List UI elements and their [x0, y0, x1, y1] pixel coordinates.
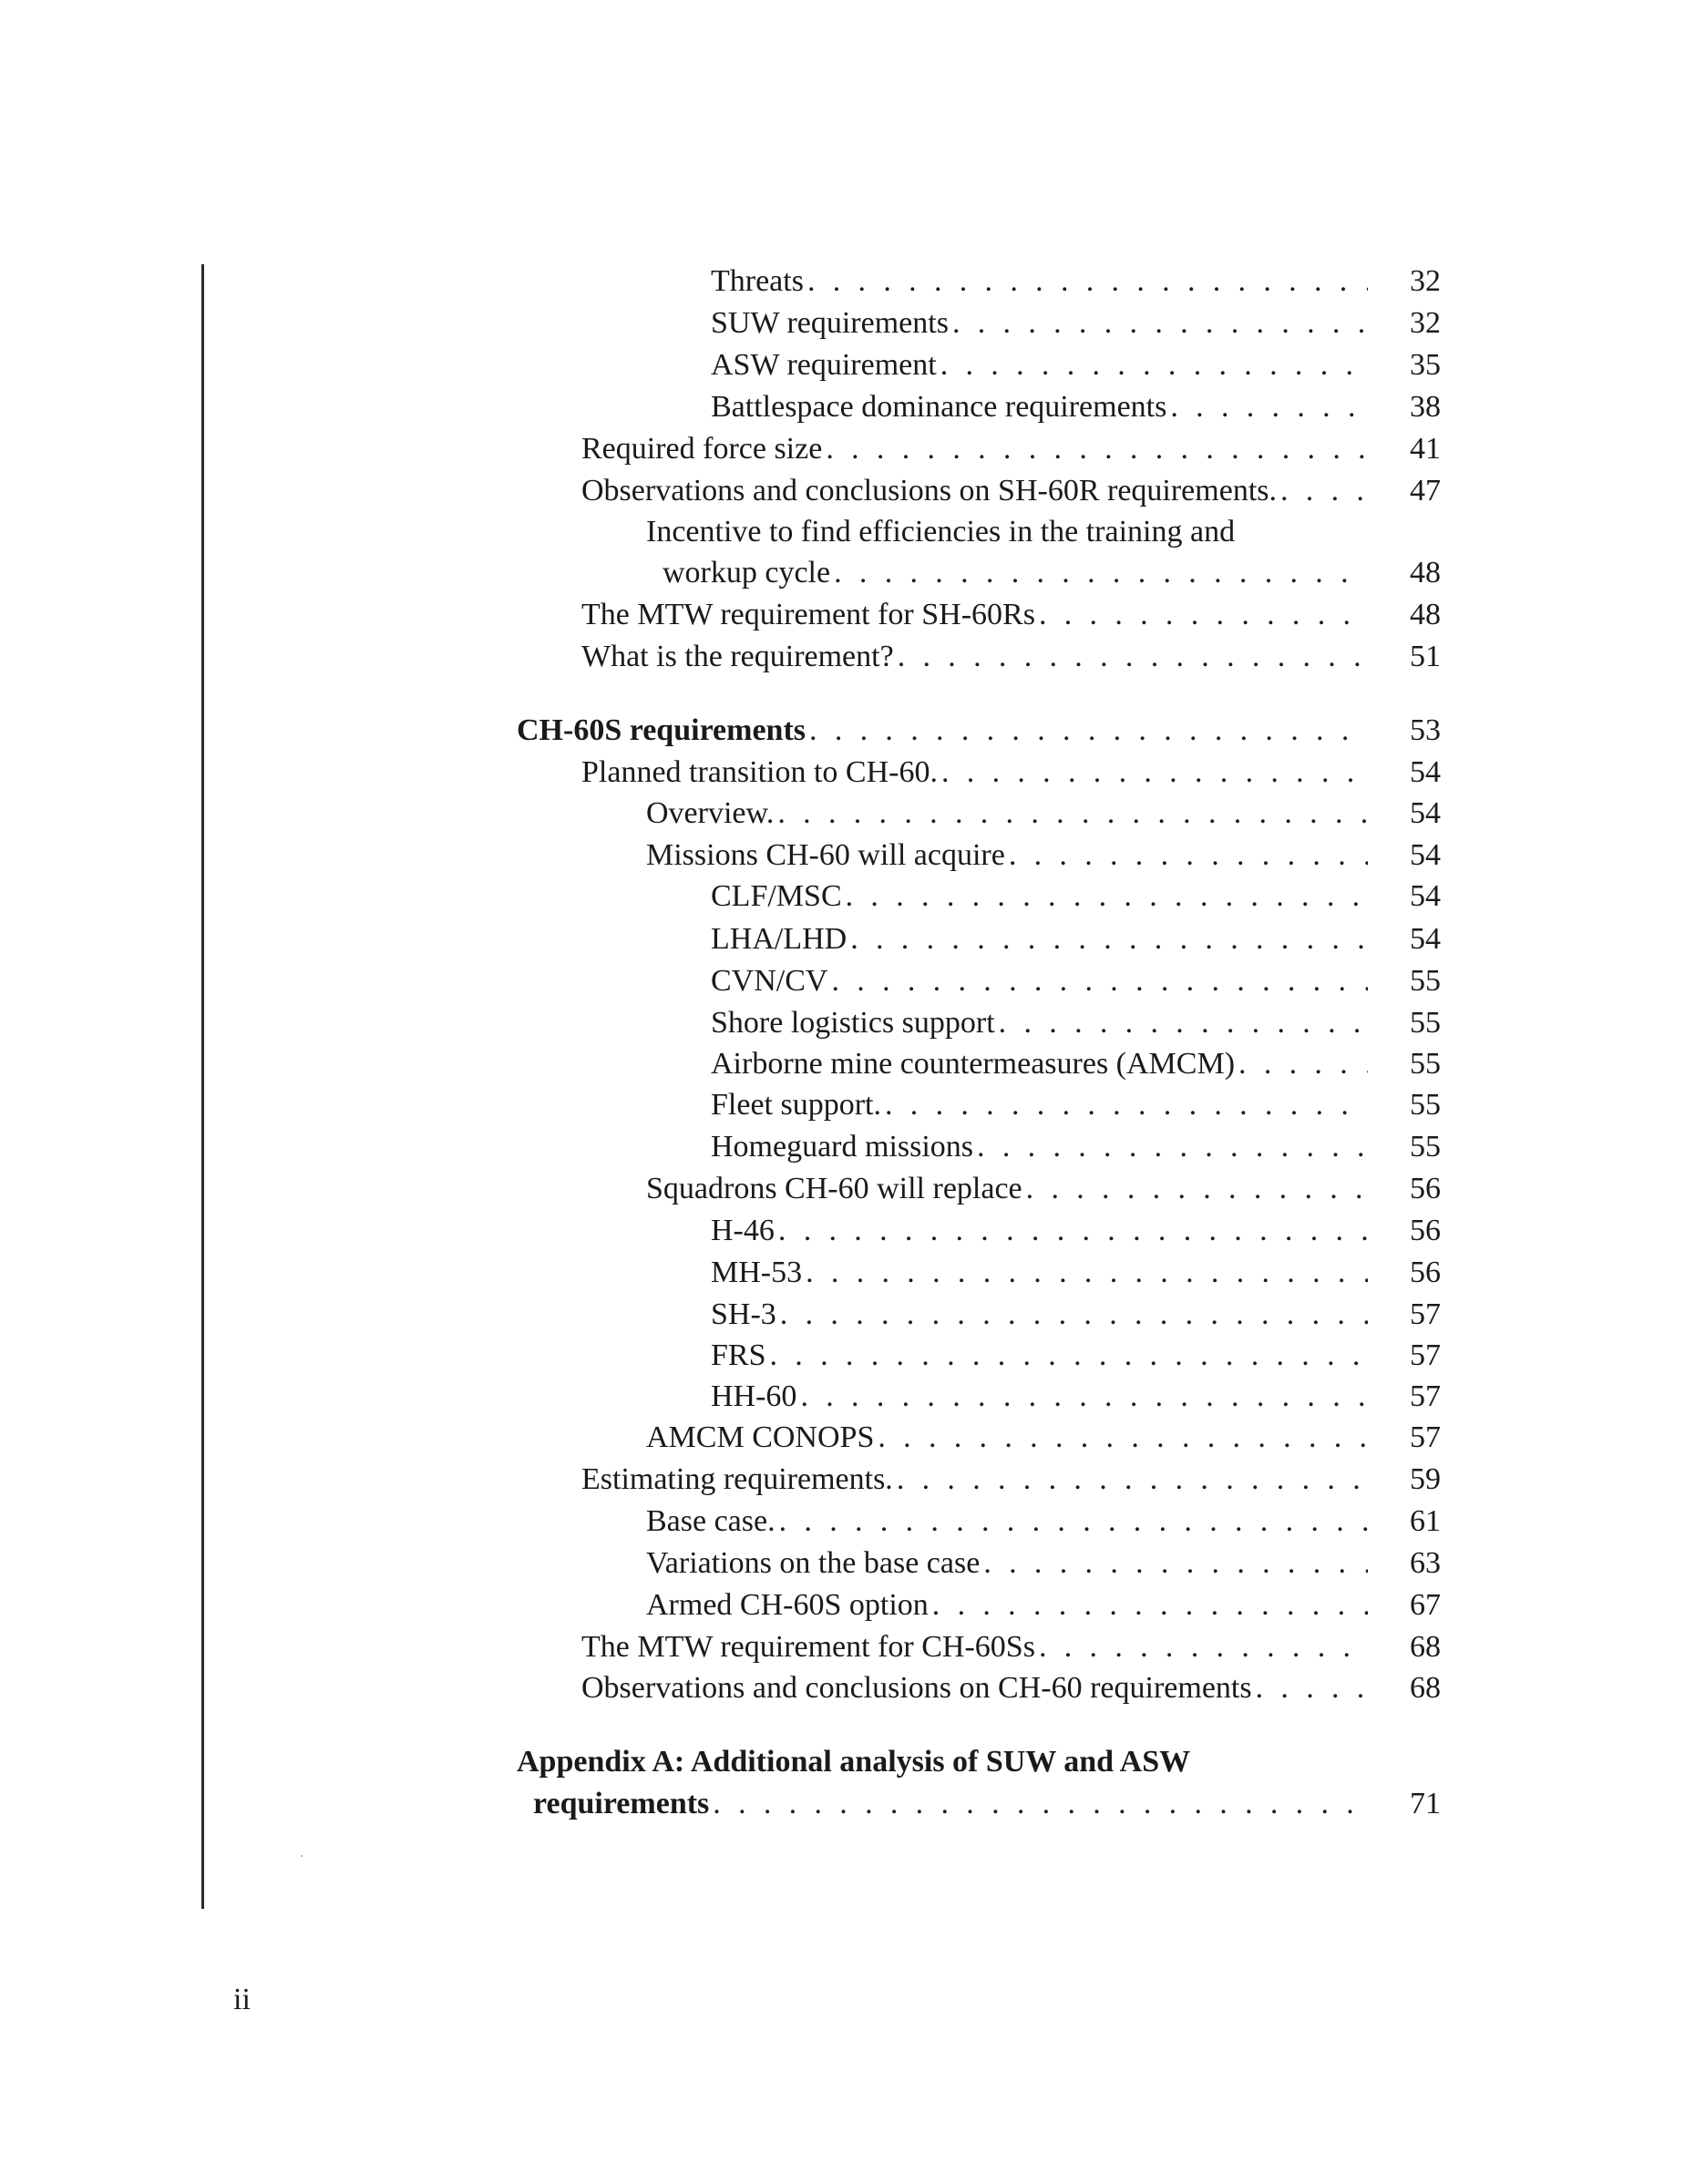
toc-entry-title: Estimating requirements. — [581, 1462, 893, 1496]
toc-entry-title: Armed CH-60S option — [646, 1588, 929, 1622]
dot-leader — [878, 1417, 1368, 1459]
dot-leader — [826, 428, 1368, 470]
toc-entry-title: CLF/MSC — [711, 879, 842, 913]
toc-entry-page-number: 48 — [1410, 598, 1441, 631]
toc-entry-title: H-46 — [711, 1214, 775, 1247]
toc-entry-title: The MTW requirement for CH-60Ss — [581, 1630, 1035, 1664]
toc-entry[interactable] — [711, 1126, 1441, 1168]
toc-entry-page-number: 54 — [1410, 838, 1441, 872]
toc-entry-title: SH-3 — [711, 1297, 776, 1331]
toc-entry-title: CH-60S requirements — [517, 713, 806, 747]
toc-entry-title: Required force size — [581, 432, 823, 466]
toc-entry-page-number: 55 — [1410, 1006, 1441, 1040]
dot-leader — [1039, 594, 1368, 636]
toc-entry[interactable] — [646, 1501, 1441, 1543]
toc-entry-page-number: 41 — [1410, 432, 1441, 466]
dot-leader — [779, 1501, 1368, 1543]
dot-leader — [713, 1783, 1368, 1825]
toc-entry-title: Threats — [711, 264, 804, 298]
toc-entry-page-number: 67 — [1410, 1588, 1441, 1622]
toc-entry[interactable] — [711, 960, 1441, 1002]
toc-entry[interactable] — [581, 1667, 1441, 1709]
toc-entry-page-number: 68 — [1410, 1671, 1441, 1705]
dot-leader — [1026, 1168, 1368, 1210]
toc-entry-page-number: 57 — [1410, 1379, 1441, 1413]
dot-leader — [800, 1376, 1368, 1418]
toc-entry-page-number: 38 — [1410, 390, 1441, 424]
toc-entry[interactable] — [711, 386, 1441, 428]
toc-entry-page-number: 54 — [1410, 879, 1441, 913]
toc-entry-page-number: 55 — [1410, 1088, 1441, 1122]
toc-entry-page-number: 56 — [1410, 1256, 1441, 1289]
dot-leader — [885, 1084, 1368, 1126]
toc-entry-title: Homeguard missions — [711, 1130, 974, 1164]
toc-entry-page-number: 59 — [1410, 1462, 1441, 1496]
toc-entry[interactable] — [517, 1741, 1441, 1783]
toc-entry-page-number: 63 — [1410, 1546, 1441, 1580]
dot-leader — [977, 1126, 1368, 1168]
toc-entry[interactable] — [711, 1252, 1441, 1294]
toc-entry[interactable] — [711, 1335, 1441, 1377]
toc-entry-page-number: 61 — [1410, 1504, 1441, 1538]
toc-entry-title: Appendix A: Additional analysis of SUW and ASW — [517, 1745, 1191, 1779]
toc-entry[interactable] — [646, 1168, 1441, 1210]
toc-entry-title: Observations and conclusions on CH-60 requirements — [581, 1671, 1252, 1705]
page-folio: ii — [233, 1983, 251, 2016]
dot-leader — [983, 1543, 1368, 1584]
dot-leader — [1256, 1667, 1368, 1709]
toc-entry[interactable] — [711, 1210, 1441, 1252]
toc-entry[interactable] — [581, 752, 1441, 794]
toc-entry-title: Planned transition to CH-60. — [581, 755, 938, 789]
toc-entry-page-number: 47 — [1410, 474, 1441, 508]
toc-entry[interactable] — [581, 470, 1441, 512]
dot-leader — [1170, 386, 1368, 428]
toc-entry-page-number: 57 — [1410, 1338, 1441, 1372]
toc-entry-page-number: 68 — [1410, 1630, 1441, 1664]
toc-entry-page-number: 55 — [1410, 964, 1441, 998]
dot-leader — [807, 261, 1368, 302]
toc-entry-page-number: 56 — [1410, 1172, 1441, 1205]
dot-leader — [940, 344, 1368, 386]
dot-leader — [809, 710, 1368, 752]
toc-entry-title: MH-53 — [711, 1256, 803, 1289]
toc-entry[interactable] — [646, 1417, 1441, 1459]
toc-entry[interactable] — [581, 428, 1441, 470]
dot-leader — [850, 918, 1368, 960]
toc-entry-page-number: 32 — [1410, 306, 1441, 340]
toc-entry-title: SUW requirements — [711, 306, 949, 340]
dot-leader — [770, 1335, 1369, 1377]
dot-leader — [898, 636, 1368, 678]
toc-entry-page-number: 57 — [1410, 1420, 1441, 1454]
toc-entry-title: LHA/LHD — [711, 922, 848, 956]
toc-entry[interactable] — [711, 302, 1441, 344]
toc-entry-title: requirements — [533, 1787, 710, 1820]
toc-entry[interactable] — [711, 1294, 1441, 1336]
toc-entry[interactable] — [581, 636, 1441, 678]
toc-entry[interactable] — [711, 261, 1441, 302]
dot-leader — [932, 1584, 1368, 1626]
toc-entry[interactable] — [646, 1543, 1441, 1584]
toc-entry[interactable] — [711, 1002, 1441, 1044]
toc-entry-title: Missions CH-60 will acquire — [646, 838, 1005, 872]
toc-entry[interactable] — [711, 876, 1441, 918]
dot-leader — [780, 1294, 1368, 1336]
toc-entry[interactable] — [581, 594, 1441, 636]
dot-leader — [778, 1210, 1368, 1252]
toc-entry-title: Observations and conclusions on SH-60R requirements. — [581, 474, 1277, 508]
toc-entry-page-number: 48 — [1410, 556, 1441, 590]
toc-entry-page-number: 51 — [1410, 640, 1441, 673]
dot-leader — [806, 1252, 1368, 1294]
dot-leader — [1238, 1043, 1368, 1085]
dot-leader — [897, 1459, 1368, 1501]
toc-entry-title: What is the requirement? — [581, 640, 894, 673]
toc-entry[interactable] — [711, 918, 1441, 960]
dot-leader — [1009, 835, 1368, 877]
dot-leader — [999, 1002, 1368, 1044]
dot-leader — [831, 960, 1368, 1002]
toc-entry[interactable] — [711, 1084, 1441, 1126]
dot-leader — [941, 752, 1368, 794]
toc-entry-title: Airborne mine countermeasures (AMCM) — [711, 1047, 1236, 1081]
toc-entry[interactable] — [646, 1584, 1441, 1626]
toc-entry[interactable] — [581, 1459, 1441, 1501]
toc-entry-title: The MTW requirement for SH-60Rs — [581, 598, 1035, 631]
toc-entry-title: Shore logistics support — [711, 1006, 995, 1040]
toc-entry-title: workup cycle — [663, 556, 831, 590]
toc-entry-title: Battlespace dominance requirements — [711, 390, 1167, 424]
toc-entry-page-number: 54 — [1410, 755, 1441, 789]
toc-entry[interactable] — [646, 793, 1441, 835]
toc-entry-page-number: 55 — [1410, 1047, 1441, 1081]
toc-entry-title: HH-60 — [711, 1379, 797, 1413]
dot-leader — [1280, 470, 1368, 512]
toc-entry-page-number: 71 — [1410, 1787, 1441, 1820]
toc-entry[interactable] — [581, 1626, 1441, 1668]
toc-entry-page-number: 35 — [1410, 348, 1441, 382]
toc-entry-page-number: 57 — [1410, 1297, 1441, 1331]
toc-entry-title: AMCM CONOPS — [646, 1420, 875, 1454]
toc-entry-title: Incentive to find efficiencies in the training and — [646, 515, 1236, 549]
dot-leader — [846, 876, 1368, 918]
toc-entry[interactable] — [711, 344, 1441, 386]
toc-entry-page-number: 32 — [1410, 264, 1441, 298]
toc-entry[interactable] — [711, 1043, 1441, 1085]
toc-entry-title: CVN/CV — [711, 964, 828, 998]
toc-entry[interactable] — [533, 1783, 1441, 1825]
toc-entry-page-number: 53 — [1410, 713, 1441, 747]
toc-entry[interactable] — [517, 710, 1441, 752]
toc-entry-page-number: 54 — [1410, 922, 1441, 956]
dot-leader — [834, 552, 1368, 594]
toc-entry-title: Squadrons CH-60 will replace — [646, 1172, 1022, 1205]
toc-entry-title: Base case. — [646, 1504, 776, 1538]
toc-entry-page-number: 54 — [1410, 796, 1441, 830]
toc-entry-page-number: 55 — [1410, 1130, 1441, 1164]
dot-leader — [952, 302, 1368, 344]
toc-entry[interactable] — [663, 552, 1441, 594]
toc-entry[interactable] — [646, 835, 1441, 877]
dot-leader — [777, 793, 1368, 835]
toc-entry-title: FRS — [711, 1338, 766, 1372]
toc-entry[interactable] — [711, 1376, 1441, 1418]
toc-entry-title: Overview. — [646, 796, 775, 830]
toc-entry[interactable] — [646, 511, 1441, 553]
toc-entry-title: Variations on the base case — [646, 1546, 981, 1580]
toc-entry-title: ASW requirement — [711, 348, 937, 382]
dot-leader — [1039, 1626, 1368, 1668]
toc-entry-page-number: 56 — [1410, 1214, 1441, 1247]
toc-entry-title: Fleet support. — [711, 1088, 881, 1122]
